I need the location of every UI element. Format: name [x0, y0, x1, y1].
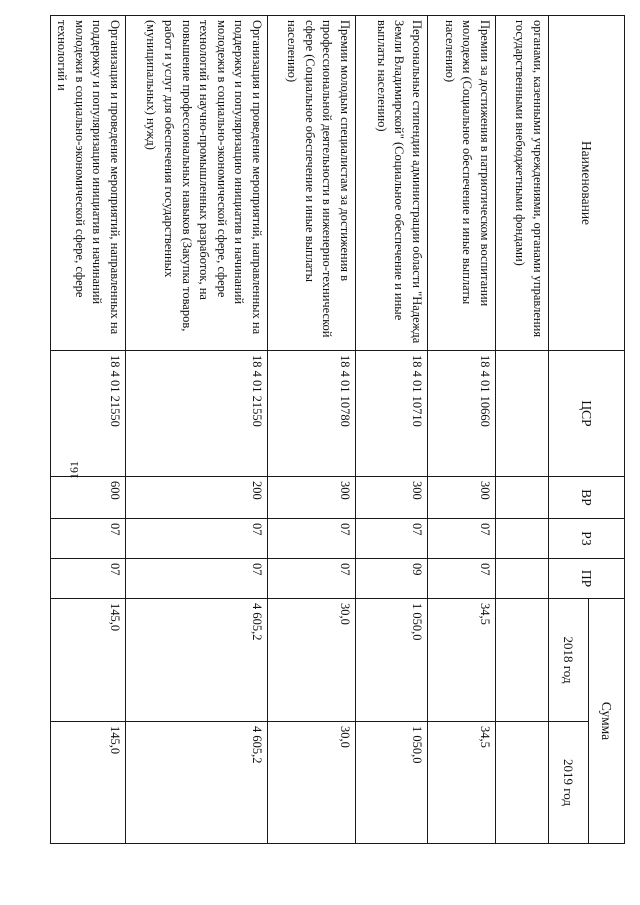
cell-2019: 1 050,0 [356, 722, 428, 844]
cell-name: Организация и проведение мероприятий, направленных на поддержку и популяризацию инициатив и начинаний молодежи в социально-экономической сфере, сфере технологий и научно-промышленных разработок, на повышение профессиональных навыков (Закупка товаров, работ и услуг для обеспечения государственных (муниципальных) нужд) [126, 16, 268, 351]
cell-rz: 07 [50, 519, 125, 559]
table-row [356, 16, 428, 844]
cell-csr [496, 351, 549, 477]
header-vr: ВР [549, 477, 625, 519]
cell-name: Премии за достижения в патриотическом воспитании молодежи (Социальное обеспечение и иные выплаты населению) [428, 16, 496, 351]
cell-rz: 07 [428, 519, 496, 559]
header-name: Наименование [549, 16, 625, 351]
cell-pr: 07 [50, 559, 125, 599]
header-year-2019: 2019 год [549, 722, 589, 844]
page-number: 161 [67, 461, 81, 479]
cell-rz: 07 [126, 519, 268, 559]
table-row [428, 16, 496, 844]
cell-2018: 4 605,2 [126, 599, 268, 722]
cell-2018: 30,0 [268, 599, 356, 722]
cell-vr: 300 [428, 477, 496, 519]
cell-vr: 300 [356, 477, 428, 519]
cell-2019: 30,0 [268, 722, 356, 844]
header-sum: Сумма [589, 599, 625, 844]
cell-vr: 600 [50, 477, 125, 519]
cell-name: Персональные стипендии администрации области "Надежда Земли Владимирской" (Социальное обеспечение и иные выплаты населению) [356, 16, 428, 351]
cell-2018 [496, 599, 549, 722]
cell-csr: 18 4 01 21550 [50, 351, 125, 477]
cell-rz: 07 [268, 519, 356, 559]
cell-2018: 34,5 [428, 599, 496, 722]
header-rz: РЗ [549, 519, 625, 559]
cell-csr: 18 4 01 10710 [356, 351, 428, 477]
cell-vr: 300 [268, 477, 356, 519]
cell-vr [496, 477, 549, 519]
cell-2019: 34,5 [428, 722, 496, 844]
cell-pr: 07 [126, 559, 268, 599]
cell-name: Организация и проведение мероприятий, направленных на поддержку и популяризацию инициатив и начинаний молодежи в социально-экономической сфере, сфере технологий и [50, 16, 125, 351]
cell-2019: 145,0 [50, 722, 125, 844]
cell-vr: 200 [126, 477, 268, 519]
table-row [126, 16, 268, 844]
cell-2018: 1 050,0 [356, 599, 428, 722]
cell-name: Премии молодым специалистам за достижения в профессиональной деятельности в инженерно-технической сфере (Социальное обеспечение и иные выплаты населению) [268, 16, 356, 351]
table-row [268, 16, 356, 844]
header-year-2018: 2018 год [549, 599, 589, 722]
header-csr: ЦСР [549, 351, 625, 477]
table-header-row [589, 16, 625, 844]
budget-table [50, 15, 625, 844]
cell-2019 [496, 722, 549, 844]
cell-rz: 07 [356, 519, 428, 559]
cell-pr: 07 [428, 559, 496, 599]
table-row [50, 16, 125, 844]
cell-rz [496, 519, 549, 559]
cell-csr: 18 4 01 21550 [126, 351, 268, 477]
cell-csr: 18 4 01 10660 [428, 351, 496, 477]
cell-pr: 07 [268, 559, 356, 599]
cell-csr: 18 4 01 10780 [268, 351, 356, 477]
header-pr: ПР [549, 559, 625, 599]
cell-name: органами, казенными учреждениями, органами управления государственными внебюджетными фондами) [496, 16, 549, 351]
cell-2018: 145,0 [50, 599, 125, 722]
cell-2019: 4 605,2 [126, 722, 268, 844]
cell-pr [496, 559, 549, 599]
table-row [496, 16, 549, 844]
cell-pr: 09 [356, 559, 428, 599]
